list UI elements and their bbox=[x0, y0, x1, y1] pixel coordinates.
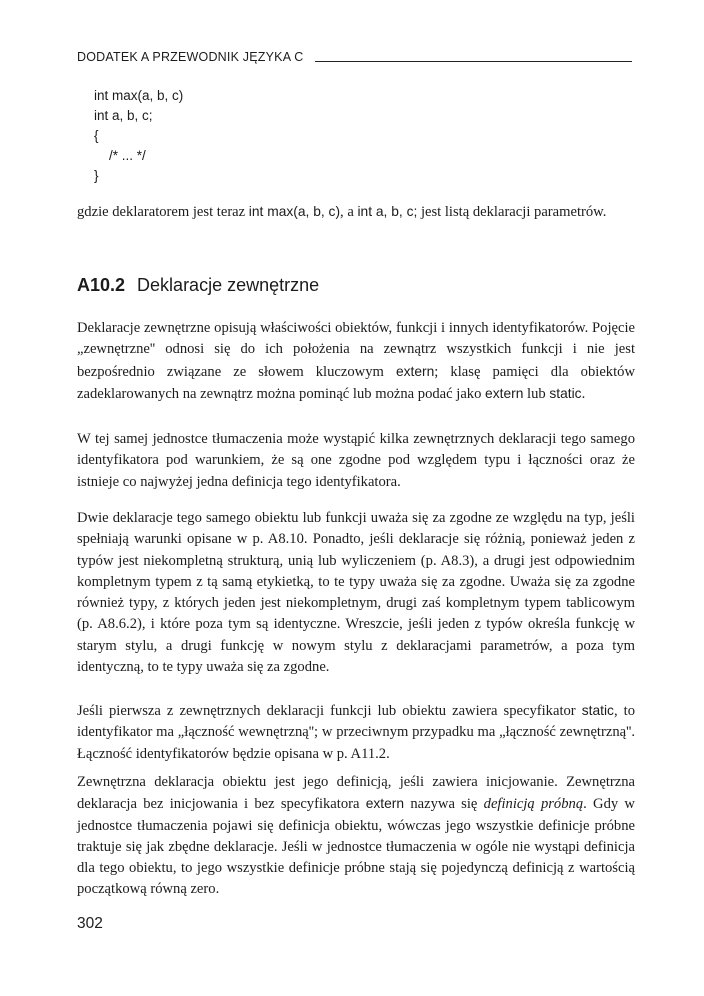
paragraph-external-declarations: Deklaracje zewnętrzne opisują właściwości obiektów, funkcji i innych identyfikatorów. Pojęcie „zewnętrzne'' odnosi się do ich położenia na zewnątrz wszystkich funkcji i nie jest bezpośrednio związane ze słowem kluczowym extern; klasę pamięci dla obiektów zadeklarowanych na zewnątrz można pominąć lub można podać jako extern lub static. bbox=[77, 320, 635, 402]
paragraph-declarator: gdzie deklaratorem jest teraz int max(a, b, c), a int a, b, c; jest listą deklaracji parametrów. bbox=[77, 204, 607, 220]
code-line: int max(a, b, c) bbox=[94, 88, 184, 103]
section-number: A10.2 bbox=[77, 275, 126, 295]
inline-code: static bbox=[581, 703, 614, 718]
code-line: { bbox=[94, 128, 99, 143]
inline-code: extern bbox=[365, 796, 405, 812]
paragraph-translation-unit: W tej samej jednostce tłumaczenia może wystąpić kilka zewnętrznych deklaracji tego samego identyfikatora pod warunkiem, że są one zgodne pod względem typu i łączności oraz że istnieje co najwyżej jedna definicja tego identyfikatora. bbox=[77, 431, 635, 490]
section-heading bbox=[77, 275, 319, 296]
emphasis-term: definicją próbną bbox=[483, 796, 584, 813]
page-number: 302 bbox=[77, 915, 103, 932]
inline-code: int a, b, c; bbox=[357, 204, 418, 219]
running-head: DODATEK A PRZEWODNIK JĘZYKA C bbox=[77, 50, 304, 64]
paragraph-compatible-types: Dwie deklaracje tego samego obiektu lub funkcji uważa się za zgodne ze względu na typ, jeśli spełniają warunki opisane w p. A8.10. Ponadto, jeśli deklaracje się różnią, ponieważ jeden z typów jest niekompletną strukturą, unią lub wyliczeniem (p. A8.3), a drugi jest odpowiednim kompletnym typem z tą samą etykietką, to te typy uważa się za zgodne. Uważa się za zgodne również typy, z których jeden jest niekompletnym, drugi zaś kompletnym typem tablicowym (p. A8.6.2), i które poza tym są identyczne. Wreszcie, jeśli jeden z typów określa funkcję w starym stylu, a drugi funkcję w nowym stylu z deklaracjami parametrów, a poza tym identyczną, to te typy uważa się za zgodne. bbox=[77, 510, 635, 676]
inline-code: extern bbox=[395, 363, 435, 379]
section-title: Deklaracje zewnętrzne bbox=[137, 275, 320, 295]
code-block bbox=[94, 86, 183, 186]
inline-code: extern bbox=[485, 385, 524, 401]
code-line: /* ... */ bbox=[94, 148, 146, 163]
code-line: } bbox=[94, 168, 99, 183]
inline-code: int max(a, b, c) bbox=[248, 204, 341, 219]
paragraph-tentative-definition: Zewnętrzna deklaracja obiektu jest jego definicją, jeśli zawiera inicjowanie. Zewnętrzna deklaracja bez inicjowania i bez specyfikatora extern nazywa się definicją próbną. Gdy w jednostce tłumaczenia pojawi się definicja obiektu, wówczas jego wszystkie definicje próbne traktuje się jak zbędne deklaracje. Jeśli w jednostce tłumaczenia w ogóle nie wystąpi definicja dla tego obiektu, to jego wszystkie definicje próbne stają się pojedynczą definicją z wartością początkową równą zero. bbox=[77, 774, 635, 898]
inline-code: static bbox=[549, 385, 582, 401]
header-rule bbox=[315, 61, 632, 62]
code-line: int a, b, c; bbox=[94, 108, 153, 123]
paragraph-linkage: Jeśli pierwsza z zewnętrznych deklaracji funkcji lub obiektu zawiera specyfikator static, to identyfikator ma „łączność wewnętrzną''; w przeciwnym przypadku ma „łączność zewnętrzną''. Łączność identyfikatorów będzie opisana w p. A11.2. bbox=[77, 703, 636, 762]
